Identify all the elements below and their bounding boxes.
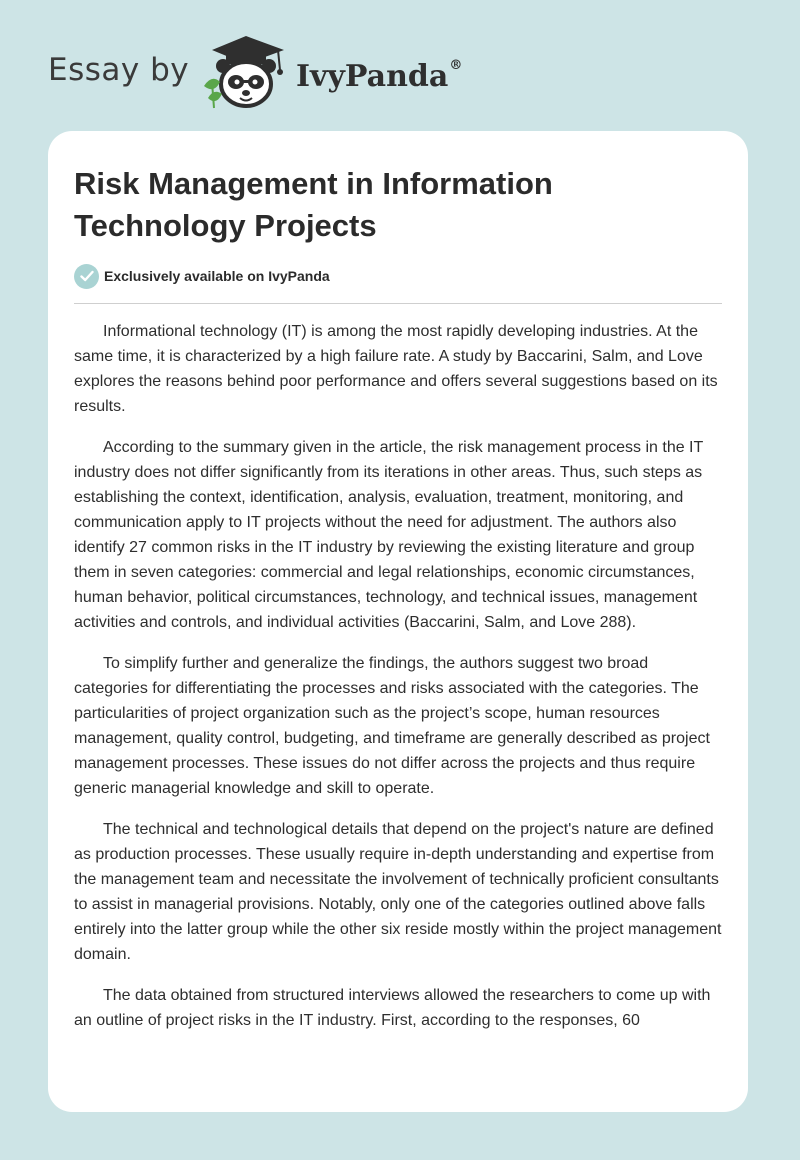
exclusive-badge-label: Exclusively available on IvyPanda (104, 268, 330, 284)
essay-body (74, 319, 726, 1049)
paragraph: To simplify further and generalize the findings, the authors suggest two broad categories for differentiating the processes and risks associated with the categories. The particularities of project organization such as the project’s scope, human resources management, quality control, budgeting, and timeframe are generally described as project management processes. These issues do not differ across the projects and thus require generic managerial knowledge and skill to operate. (74, 655, 710, 797)
paragraph: The data obtained from structured interviews allowed the researchers to come up with an outline of project risks in the IT industry. First, according to the responses, 60 (74, 987, 711, 1029)
paragraph: According to the summary given in the article, the risk management process in the IT industry does not differ significantly from its iterations in other areas. Thus, such steps as establishing the context, identification, analysis, evaluation, treatment, monitoring, and communication apply to IT projects without the need for adjustment. The authors also identify 27 common risks in the IT industry by reviewing the existing literature and group them in seven categories: commercial and legal relationships, economic circumstances, human behavior, political circumstances, technology, and technical issues, management activities and controls, and individual activities (Baccarini, Salm, and Love 288). (74, 439, 703, 631)
brand-name-text: IvyPanda (296, 59, 449, 94)
check-circle-icon (74, 264, 99, 289)
paragraph: Informational technology (IT) is among the most rapidly developing industries. At the same time, it is characterized by a high failure rate. A study by Baccarini, Salm, and Love explores the reasons behind poor performance and offers several suggestions based on its results. (74, 323, 718, 415)
site-header (0, 0, 800, 130)
divider (74, 303, 722, 304)
exclusive-badge (74, 263, 330, 289)
essay-card (48, 131, 748, 1112)
paragraph: The technical and technological details that depend on the project's nature are defined as production processes. These usually require in-depth understanding and expertise from the management team and necessitate the involvement of technically proficient consultants to assist in managerial provisions. Notably, only one of the categories outlined above falls entirely into the latter group while the other six reside mostly within the project management domain. (74, 821, 722, 963)
essay-by-label: Essay by (48, 52, 190, 88)
panda-graduate-logo-icon[interactable] (200, 36, 296, 112)
registered-mark: ® (449, 58, 463, 73)
essay-title: Risk Management in Information Technology Projects (74, 166, 553, 243)
brand-name[interactable] (296, 52, 462, 97)
